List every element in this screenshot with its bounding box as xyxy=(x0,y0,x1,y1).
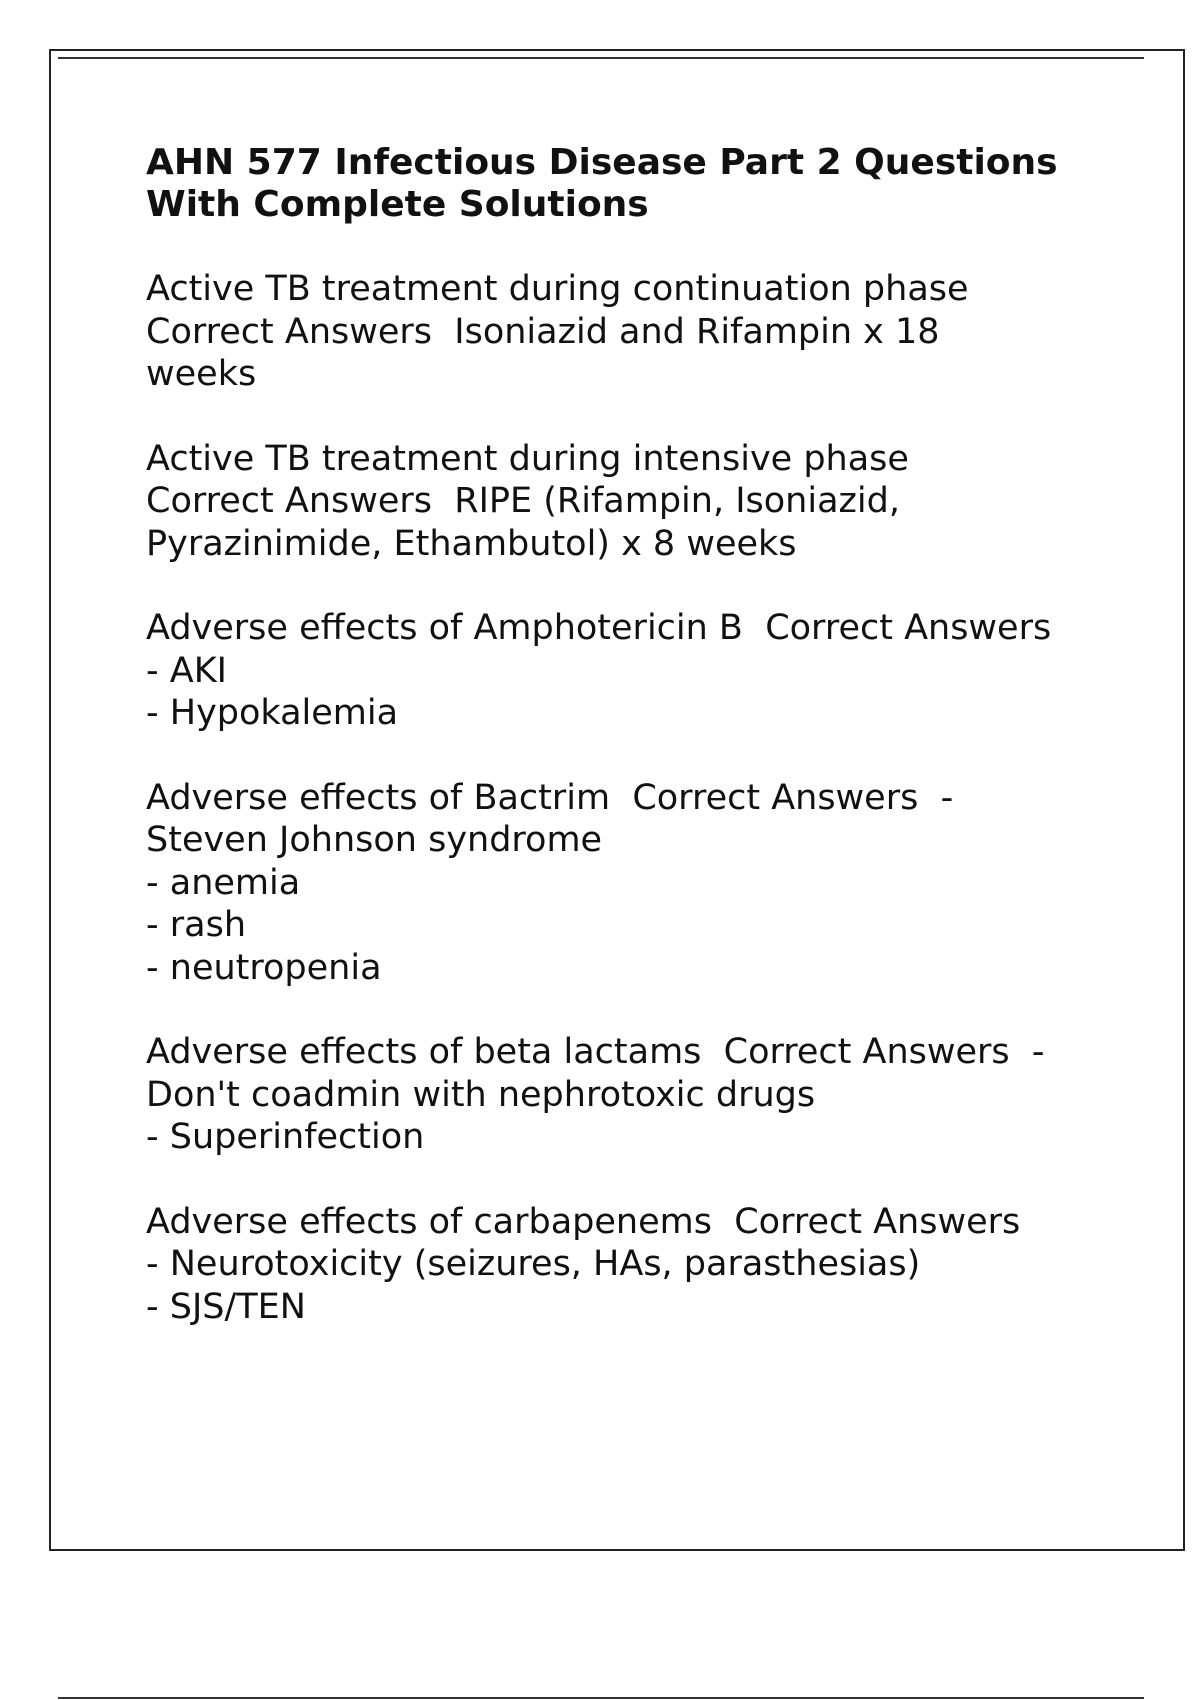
qa-item xyxy=(146,438,1106,566)
qa-line: - SJS/TEN xyxy=(146,1286,306,1327)
qa-item xyxy=(146,268,1106,396)
qa-line: Adverse effects of Amphotericin B Correct Answers xyxy=(146,608,1052,648)
document-body xyxy=(146,142,1106,1328)
qa-line: Don't coadmin with nephrotoxic drugs xyxy=(146,1074,816,1115)
document-title xyxy=(146,142,1106,226)
title-line: AHN 577 Infectious Disease Part 2 Questions xyxy=(146,142,1058,183)
qa-line: - anemia xyxy=(146,862,301,903)
header-rule xyxy=(58,57,1144,59)
qa-line: - Superinfection xyxy=(146,1117,425,1157)
qa-line: - Hypokalemia xyxy=(146,693,399,733)
qa-line: Adverse effects of Bactrim Correct Answers - xyxy=(146,777,954,818)
qa-line: Correct Answers RIPE (Rifampin, Isoniazid, xyxy=(146,481,900,521)
qa-line: weeks xyxy=(146,354,257,394)
qa-item xyxy=(146,1031,1106,1159)
qa-line: Adverse effects of carbapenems Correct Answers xyxy=(146,1201,1021,1242)
qa-line: Active TB treatment during continuation phase xyxy=(146,269,969,309)
footer-rule xyxy=(58,1697,1144,1699)
qa-line: Steven Johnson syndrome xyxy=(146,820,603,860)
title-line: With Complete Solutions xyxy=(146,184,649,225)
qa-item xyxy=(146,607,1106,735)
qa-line: - neutropenia xyxy=(146,947,382,988)
qa-line: Adverse effects of beta lactams Correct Answers - xyxy=(146,1032,1045,1072)
qa-item xyxy=(146,777,1106,990)
qa-line: - AKI xyxy=(146,650,227,691)
qa-line: Pyrazinimide, Ethambutol) x 8 weeks xyxy=(146,523,797,564)
qa-line: - Neurotoxicity (seizures, HAs, parasthesias) xyxy=(146,1244,921,1284)
qa-item xyxy=(146,1201,1106,1329)
qa-line: Correct Answers Isoniazid and Rifampin x 18 xyxy=(146,311,940,352)
qa-line: Active TB treatment during intensive phase xyxy=(146,438,909,479)
qa-line: - rash xyxy=(146,905,247,945)
